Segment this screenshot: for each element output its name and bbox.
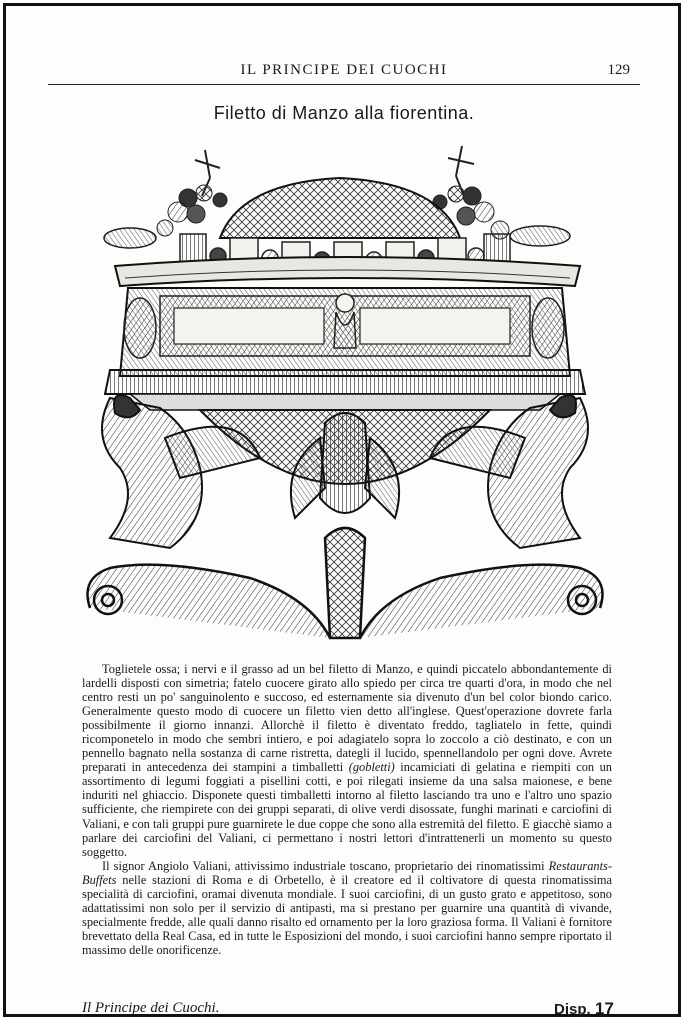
dispensa-number: 17	[594, 999, 614, 1018]
side-cup-left	[104, 228, 156, 248]
paragraph-valiani	[82, 859, 612, 957]
valiani-text-part1: Il signor Angiolo Valiani, attivissimo industriale toscano, proprietario dei rinomatissimi	[102, 858, 545, 873]
dispensa-label: Disp.	[554, 1001, 591, 1018]
valiani-text-part2: nelle stazioni di Roma e di Orbetello, è il creatore ed il coltivatore di questa rinomatissima specialità di carciofini, oramai divenuta mondiale. I suoi carciofini, di un gusto grato e appetitoso, sono adattatissimi non solo per il servizio di antipasti, ma si prestano per guarnire una quantità di vivande, specialmente fredde, alle quali danno risalto ed ornamento per la loro graziosa forma. Il Valiani è fornitore brevettato della Real Casa, ed in tutte le Esposizioni del mondo, i suoi carciofini hanno sempre riportato il massimo delle onorificenze.	[82, 872, 612, 957]
recipe-text-part1: Toglietele ossa; i nervi e il grasso ad un bel filetto di Manzo, e quindi piccatelo abbondantemente di lardelli disposti con simetria; fatelo cuocere girato allo spiedo per circa tre quarti d'ora, in modo che nel centro resti un po' sanguinolento e succoso, ed esternamente sia divenuto d'un bel color biondo carico. Generalmente questo modo di cuocere un filetto vien detto all'inglese. Quest'operazione dovrete farla possibilmente il giorno innanzi. Allorchè il filetto è diventato freddo, tagliatelo in fette, quindi ricomponetelo in modo che sembri intiero, e poi adagiatelo sopra lo zoccolo a ciò destinato, e con un pennello bagnato nella sostanza di carne ristretta, dategli il lucido, spennellandolo per ogni dove. Avrete preparati in antecedenza dei stampini a timballetti	[82, 662, 612, 775]
side-cup-right	[510, 226, 570, 246]
recipe-term-gobletti: (gobletti)	[348, 760, 395, 775]
recipe-title: Filetto di Manzo alla fiorentina.	[213, 103, 475, 123]
recipe-body	[82, 662, 612, 957]
valiani-term-restaurants: Restaurants-Buffets	[82, 858, 612, 887]
footer-dispensa	[554, 999, 614, 1019]
recipe-text-part2: incamiciati di gelatina e riempiti con un assortimento di legumi foggiati a pisellini cotti, e poi rilegati insieme da una salsa maionese, e bene induriti nel ghiaccio. Disponete questi timballetti intorno al filetto lasciando tra uno e l'altro uno spazio sufficiente, che riempirete con dei gruppi separati, di olive verdi disossate, funghi marinati e carciofini di Valiani, e con tali gruppi pure guarnirete le due coppe che sono alla estremità del filetto. E giacchè siamo a parlare dei carciofini del Valiani, ci permettano i nostri lettori d'intrattenerli un momento su questo soggetto.	[82, 760, 612, 859]
running-title: IL PRINCIPE DEI CUOCHI	[240, 62, 448, 78]
paragraph-recipe	[82, 662, 612, 859]
centrepiece-engraving	[70, 138, 620, 650]
larded-fillet	[220, 178, 460, 238]
running-header	[48, 60, 640, 85]
platter-rim	[115, 257, 580, 286]
garnish-sprig-left	[157, 150, 227, 236]
footer-book-title: Il Principe dei Cuochi.	[82, 1000, 220, 1016]
page-number: 129	[607, 62, 630, 78]
